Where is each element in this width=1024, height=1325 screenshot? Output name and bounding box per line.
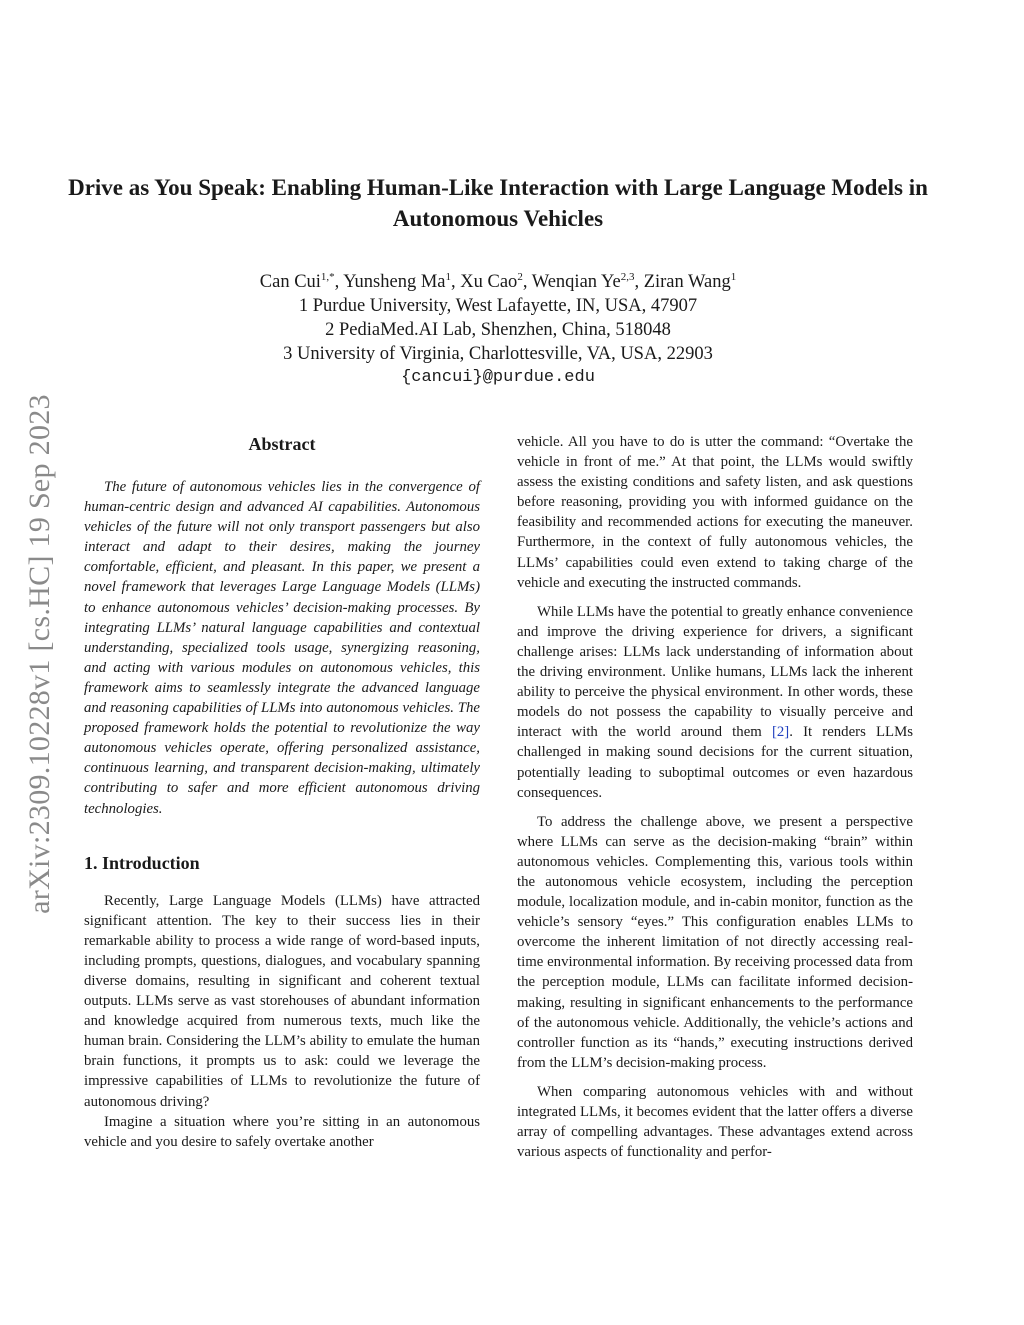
left-column	[84, 432, 480, 1152]
author-affiliation-mark: 2,3	[620, 271, 635, 283]
author-affiliation-mark: 2	[517, 271, 523, 283]
author-affiliation-mark: 1	[445, 271, 452, 283]
paragraph-text: While LLMs have the potential to greatly enhance convenience and improve the driving experience for drivers, a significant challenge arises: LLMs lack understanding of information about the driving environment. Unlike humans, LLMs lack the inherent ability to perceive the physical environment. In other words, these models do not possess the capability to visually perceive and interact with the world around them	[517, 603, 913, 741]
intro-paragraph: When comparing autonomous vehicles with and without integrated LLMs, it becomes evident that the latter offers a diverse array of compelling advantages. These advantages extend across various aspects of functionality and perfor-	[517, 1083, 913, 1161]
paper-title: Drive as You Speak: Enabling Human-Like Interaction with Large Language Models in Autonomous Vehicles	[68, 175, 928, 231]
paragraph-text: . It renders LLMs challenged in making sound decisions for the current situation, potentially leading to suboptimal outcomes or even hazardous consequences.	[517, 724, 913, 801]
affiliation-line: 1 Purdue University, West Lafayette, IN, USA, 47907	[298, 296, 698, 316]
author-list: Can Cui$^{1,*}$, Yunsheng Ma$^1$, Xu Cao$^2$, Wenqian Ye$^{2,3}$, Ziran Wang$^1$	[259, 271, 737, 292]
abstract-text: The future of autonomous vehicles lies in the convergence of human-centric design and advanced AI capabilities. Autonomous vehicles of the future will not only transport passengers but also interact and adapt to their desires, making the journey comfortable, efficient, and pleasant. In this paper, we present a novel framework that leverages Large Language Models (LLMs) to enhance autonomous vehicles’ decision-making processes. By integrating LLMs’ natural language capabilities and contextual understanding, specialized tools usage, synergizing reasoning, and acting with various modules on autonomous vehicles, this framework aims to seamlessly integrate the advanced language and reasoning capabilities of LLMs into autonomous vehicles. The proposed framework holds the potential to revolutionize the way autonomous vehicles operate, offering personalized assistance, continuous learning, and transparent decision-making, ultimately contributing to safer and more efficient autonomous driving technologies.	[84, 479, 480, 817]
intro-paragraph: Imagine a situation where you’re sitting in an autonomous vehicle and you desire to safely overtake another	[84, 1113, 480, 1150]
intro-paragraph-continued: vehicle. All you have to do is utter the command: “Overtake the vehicle in front of me.” At that point, the LLMs would swiftly assess the existing conditions and safety listen, and ask questions before reasoning, providing you with informed guidance on the feasibility and recommended actions for executing the maneuver. Furthermore, in the context of fully autonomous vehicles, the LLMs’ capabilities could even extend to taking charge of the vehicle and executing the instructed commands.	[517, 434, 913, 591]
author-affiliation-mark: 1,*	[320, 271, 335, 283]
author-name: Wenqian Ye	[531, 272, 621, 292]
author-name: Xu Cao	[460, 272, 518, 292]
right-column	[517, 432, 913, 1162]
citation-link[interactable]: [2]	[771, 724, 790, 741]
author-name: Yunsheng Ma	[343, 272, 446, 292]
intro-paragraph: Recently, Large Language Models (LLMs) have attracted significant attention. The key to their success lies in their remarkable ability to process a wide range of word-based inputs, including prompts, questions, dialogues, and vocabulary spanning diverse domains, resulting in significant and coherent textual outputs. LLMs serve as vast storehouses of abundant information and knowledge acquired from numerous texts, much like the human brain. Considering the LLM’s ability to emulate the human brain functions, it prompts us to ask: could we leverage the impressive capabilities of LLMs to revolutionize the future of autonomous driving?	[84, 892, 480, 1110]
arxiv-identifier-text: arXiv:2309.10228v1 [cs.HC] 19 Sep 2023	[23, 394, 56, 914]
introduction-heading: 1. Introduction	[84, 852, 200, 873]
author-name: Can Cui	[259, 272, 321, 292]
affiliation-line: 3 University of Virginia, Charlottesville, VA, USA, 22903	[283, 344, 713, 364]
contact-email: {cancui}@purdue.edu	[401, 368, 595, 387]
intro-paragraph	[517, 602, 913, 803]
affiliation-line: 2 PediaMed.AI Lab, Shenzhen, China, 518048	[325, 320, 671, 340]
abstract-heading: Abstract	[248, 434, 316, 454]
intro-paragraph: To address the challenge above, we present a perspective where LLMs can serve as the decision-making “brain” within autonomous vehicles. Complementing this, various tools within the autonomous vehicle ecosystem, including the perception module, localization module, and in-cabin monitor, function as the vehicle’s sensory “eyes.” This configuration enables LLMs to overcome the inherent limitation of not directly accessing real-time environmental information. By receiving processed data from the perception module, LLMs can facilitate informed decision-making, resulting in significant enhancements to the performance of the autonomous vehicle. Additionally, the vehicle’s actions and controller function as its “hands,” executing instructions derived from the LLM’s decision-making process.	[517, 813, 913, 1071]
author-affiliation-mark: 1	[730, 271, 737, 283]
author-block	[60, 270, 936, 390]
author-name: Ziran Wang	[643, 272, 731, 292]
